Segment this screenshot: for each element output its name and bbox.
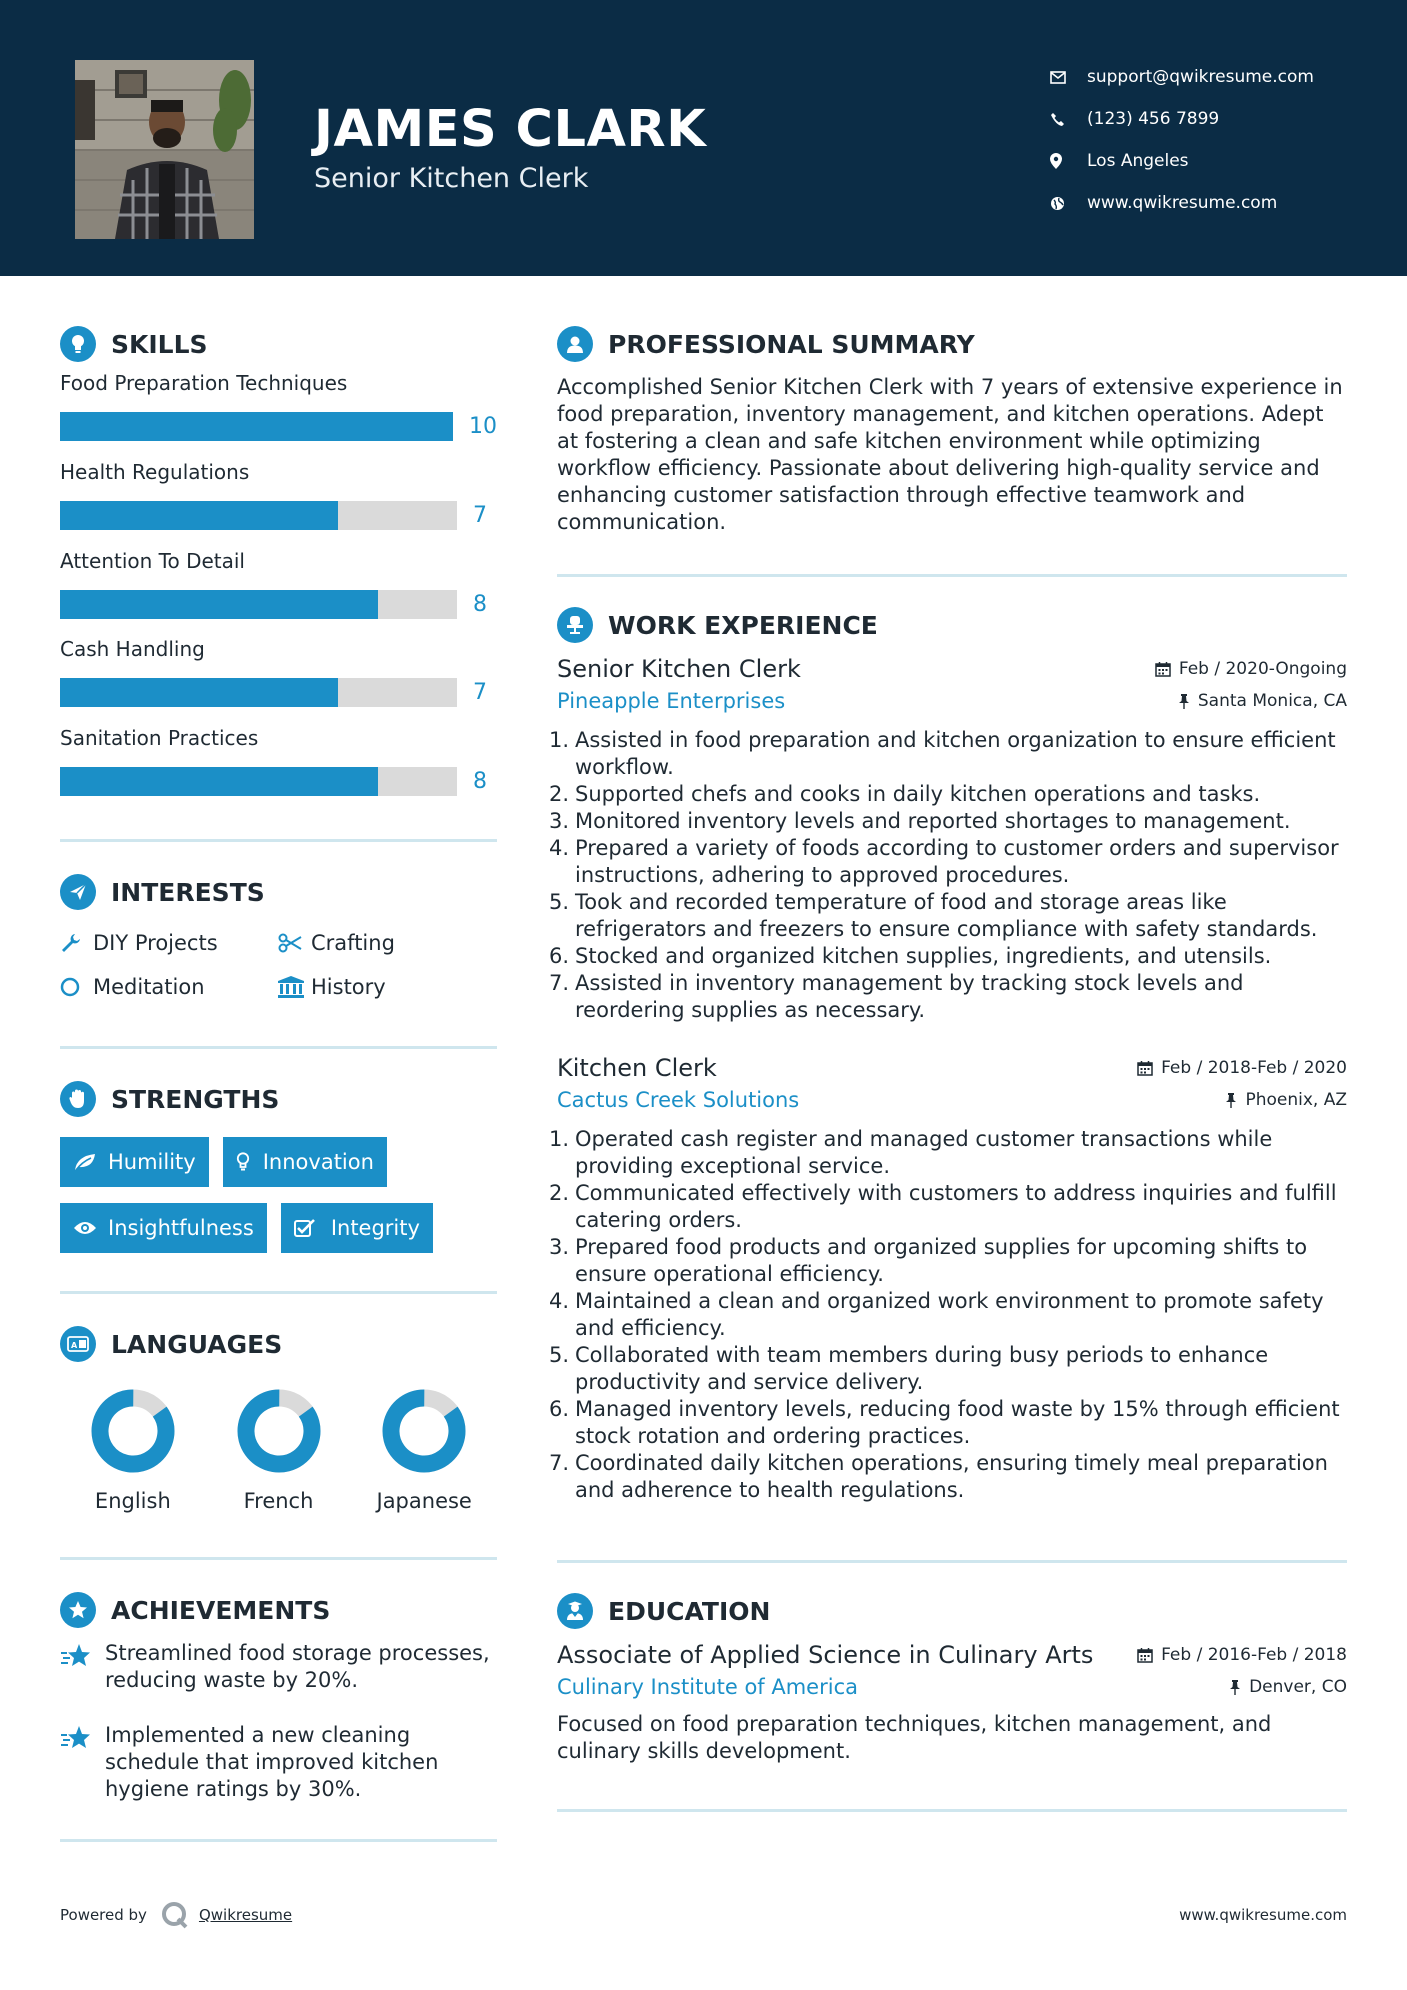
star-icon	[60, 1722, 105, 1803]
page-footer	[60, 1898, 1347, 1932]
interest-label: DIY Projects	[93, 931, 218, 955]
language-item	[60, 1386, 206, 1513]
education-subheader	[557, 1675, 1347, 1699]
job-bullet-text: Assisted in food preparation and kitchen organization to ensure efficient workflow.	[575, 728, 1336, 779]
job-subheader	[557, 1088, 1347, 1112]
brand-link[interactable]: Qwikresume	[198, 1906, 293, 1924]
briefcase-chair-icon	[557, 607, 593, 643]
contact-email[interactable]	[1050, 56, 1380, 98]
strength-tag	[281, 1203, 433, 1253]
achievement-text: Implemented a new cleaning schedule that improved kitchen hygiene ratings by 30%.	[105, 1723, 439, 1801]
language-item	[351, 1386, 497, 1513]
profile-photo-graphic	[75, 60, 254, 239]
strength-label: Integrity	[330, 1216, 420, 1240]
language-item	[206, 1386, 352, 1513]
language-donut	[88, 1386, 178, 1476]
scissors-icon	[278, 933, 311, 953]
skill-name: Sanitation Practices	[60, 726, 259, 750]
job-bullet: 7. Assisted in inventory management by tracking stock levels and reordering supplies as necessary.	[557, 970, 1347, 1024]
job-bullet-text: Assisted in inventory management by tracking stock levels and reordering supplies as necessary.	[575, 971, 1244, 1022]
skill-value: 10	[469, 413, 497, 439]
experience-heading	[557, 605, 1347, 645]
star-badge-icon	[60, 1592, 96, 1628]
skill-item	[60, 368, 497, 454]
summary-title: PROFESSIONAL SUMMARY	[608, 329, 975, 359]
section-divider	[60, 1046, 497, 1049]
job-date-text: Feb / 2020-Ongoing	[1178, 659, 1347, 679]
job-header	[557, 655, 1347, 683]
map-pin-icon	[1050, 153, 1087, 169]
education-location-text: Denver, CO	[1249, 1677, 1347, 1697]
languages-heading	[60, 1324, 497, 1364]
job-bullet: 5. Took and recorded temperature of food and storage areas like refrigerators and freezers to ensure compliance with safety standards.	[557, 889, 1347, 943]
skill-bar-fill	[60, 501, 338, 530]
experience-title: WORK EXPERIENCE	[608, 610, 878, 640]
section-divider	[557, 1560, 1347, 1563]
education-location	[1229, 1677, 1347, 1697]
job-bullet: 3. Monitored inventory levels and reported shortages to management.	[557, 808, 1347, 835]
wrench-icon	[60, 932, 93, 954]
skill-bar-row	[60, 576, 497, 632]
job-header	[557, 1054, 1347, 1082]
strength-tag	[223, 1137, 387, 1187]
section-divider	[60, 839, 497, 842]
language-donut	[234, 1386, 324, 1476]
left-column	[60, 276, 497, 1842]
company-name: Pineapple Enterprises	[557, 689, 786, 713]
education-section	[557, 1591, 1347, 1765]
language-donut	[379, 1386, 469, 1476]
skills-heading	[60, 324, 497, 364]
skill-bar-row	[60, 398, 497, 454]
interests-heading	[60, 872, 497, 912]
qwikresume-logo-icon	[161, 1901, 189, 1929]
strengths-section	[60, 1079, 497, 1253]
interest-label: History	[311, 975, 386, 999]
candidate-name: JAMES CLARK	[314, 100, 707, 159]
strength-label: Insightfulness	[108, 1216, 254, 1240]
profile-photo	[75, 60, 254, 239]
skill-bar-row	[60, 664, 497, 720]
job-bullet-text: Prepared a variety of foods according to customer orders and supervisor instructions, adhering to approved procedures.	[575, 836, 1339, 887]
language-donut-arc	[234, 1386, 324, 1476]
language-label: French	[243, 1489, 314, 1513]
skill-value: 7	[473, 679, 487, 705]
powered-by-label: Powered by	[60, 1906, 147, 1924]
job-bullets	[549, 727, 1347, 1024]
lightbulb-icon	[60, 326, 96, 362]
eye-icon	[73, 1220, 108, 1236]
contact-location	[1050, 140, 1380, 182]
education-date-text: Feb / 2016-Feb / 2018	[1161, 1645, 1347, 1665]
education-entry	[557, 1641, 1347, 1765]
interest-item	[60, 972, 278, 1002]
interests-grid	[60, 928, 497, 1002]
education-description: Focused on food preparation techniques, kitchen management, and culinary skills development.	[557, 1712, 1272, 1763]
hand-icon	[60, 1081, 96, 1117]
job-entry	[549, 1054, 1347, 1504]
skill-item	[60, 723, 497, 809]
achievements-heading	[60, 1590, 497, 1630]
contact-email-text: support@qwikresume.com	[1087, 67, 1314, 87]
section-divider	[60, 1557, 497, 1560]
leaf-icon	[73, 1152, 108, 1172]
job-bullet-text: Monitored inventory levels and reported shortages to management.	[575, 809, 1291, 833]
job-bullet-text: Stocked and organized kitchen supplies, ingredients, and utensils.	[575, 944, 1272, 968]
strength-tag	[60, 1203, 267, 1253]
language-donut-arc	[88, 1386, 178, 1476]
job-title: Senior Kitchen Clerk	[557, 655, 801, 683]
job-bullet: 2. Communicated effectively with customers to address inquiries and fulfill catering orders.	[557, 1180, 1347, 1234]
job-subheader	[557, 689, 1347, 713]
interests-title: INTERESTS	[111, 877, 265, 907]
skill-bar-track	[60, 767, 457, 796]
job-bullet-text: Maintained a clean and organized work environment to promote safety and efficiency.	[575, 1289, 1324, 1340]
job-bullet: 1. Operated cash register and managed customer transactions while providing exceptional service.	[557, 1126, 1347, 1180]
job-location-text: Santa Monica, CA	[1197, 691, 1347, 711]
achievements-title: ACHIEVEMENTS	[111, 1595, 331, 1625]
interest-label: Crafting	[311, 931, 395, 955]
candidate-role: Senior Kitchen Clerk	[314, 163, 589, 194]
job-bullet: 1. Assisted in food preparation and kitchen organization to ensure efficient workflow.	[557, 727, 1347, 781]
skill-value: 8	[473, 768, 487, 794]
skill-bar-track	[60, 412, 453, 441]
skill-bar-fill	[60, 590, 378, 619]
paper-plane-icon	[60, 874, 96, 910]
section-divider	[60, 1291, 497, 1294]
contact-list	[1050, 56, 1380, 224]
skill-bar-track	[60, 501, 457, 530]
contact-phone[interactable]	[1050, 98, 1380, 140]
calendar-icon	[1137, 1647, 1153, 1663]
job-bullet: 3. Prepared food products and organized supplies for upcoming shifts to ensure operational efficiency.	[557, 1234, 1347, 1288]
summary-section	[557, 324, 1347, 536]
job-location-text: Phoenix, AZ	[1245, 1090, 1347, 1110]
language-donut-arc	[379, 1386, 469, 1476]
skill-item	[60, 457, 497, 543]
job-location	[1225, 1090, 1347, 1110]
strengths-heading	[60, 1079, 497, 1119]
pin-icon	[1229, 1680, 1241, 1695]
skill-name: Attention To Detail	[60, 549, 245, 573]
skills-title: SKILLS	[111, 329, 208, 359]
check-square-icon	[294, 1218, 331, 1238]
calendar-icon	[1137, 1060, 1153, 1076]
strength-label: Humility	[108, 1150, 196, 1174]
interest-item	[278, 928, 478, 958]
job-date-text: Feb / 2018-Feb / 2020	[1161, 1058, 1347, 1078]
star-icon	[60, 1640, 105, 1694]
skill-bar-row	[60, 753, 497, 809]
summary-heading	[557, 324, 1347, 364]
language-label: English	[94, 1489, 171, 1513]
contact-website[interactable]	[1050, 182, 1380, 224]
education-date	[1137, 1645, 1347, 1665]
skills-list	[60, 368, 497, 809]
job-bullet-text: Operated cash register and managed customer transactions while providing exceptional service.	[575, 1127, 1273, 1178]
contact-website-text: www.qwikresume.com	[1087, 193, 1278, 213]
skill-value: 8	[473, 591, 487, 617]
job-bullet: 7. Coordinated daily kitchen operations, ensuring timely meal preparation and adherence to health regulations.	[557, 1450, 1347, 1504]
job-bullet: 4. Maintained a clean and organized work environment to promote safety and efficiency.	[557, 1288, 1347, 1342]
strengths-title: STRENGTHS	[111, 1084, 280, 1114]
education-header	[557, 1641, 1347, 1669]
skill-bar-track	[60, 678, 457, 707]
powered-by	[60, 1901, 292, 1929]
job-bullet-text: Coordinated daily kitchen operations, ensuring timely meal preparation and adherence to health regulations.	[575, 1451, 1328, 1502]
job-date	[1137, 1058, 1347, 1078]
skill-bar-fill	[60, 678, 338, 707]
achievements-section	[60, 1590, 497, 1803]
contact-location-text: Los Angeles	[1087, 151, 1189, 171]
right-column	[549, 276, 1347, 1812]
language-label: Japanese	[376, 1489, 472, 1513]
languages-title: LANGUAGES	[111, 1329, 283, 1359]
job-title: Kitchen Clerk	[557, 1054, 717, 1082]
graduate-icon	[557, 1593, 593, 1629]
section-divider	[60, 1839, 497, 1842]
envelope-icon	[1050, 71, 1087, 84]
job-bullet: 4. Prepared a variety of foods according to customer orders and supervisor instructions, adhering to approved procedures.	[557, 835, 1347, 889]
skill-name: Cash Handling	[60, 637, 205, 661]
job-date	[1155, 659, 1347, 679]
achievement-item	[60, 1722, 497, 1803]
strength-tags	[60, 1137, 480, 1253]
achievement-item	[60, 1640, 497, 1694]
job-bullet: 6. Managed inventory levels, reducing food waste by 15% through efficient stock rotation and ordering practices.	[557, 1396, 1347, 1450]
job-location	[1178, 691, 1347, 711]
language-list	[60, 1386, 497, 1513]
job-bullet: 6. Stocked and organized kitchen supplies, ingredients, and utensils.	[557, 943, 1347, 970]
user-icon	[557, 326, 593, 362]
calendar-icon	[1155, 661, 1171, 677]
interest-item	[278, 972, 478, 1002]
strength-tag	[60, 1137, 209, 1187]
pin-icon	[1225, 1093, 1237, 1108]
job-bullet-text: Collaborated with team members during busy periods to enhance productivity and service delivery.	[575, 1343, 1269, 1394]
resume-header	[0, 0, 1407, 276]
interest-label: Meditation	[93, 975, 205, 999]
lightbulb-icon	[236, 1152, 263, 1172]
skills-section	[60, 324, 497, 809]
education-title: EDUCATION	[608, 1596, 771, 1626]
achievement-text: Streamlined food storage processes, reducing waste by 20%.	[105, 1641, 490, 1692]
job-entry	[549, 655, 1347, 1024]
job-bullet: 2. Supported chefs and cooks in daily kitchen operations and tasks.	[557, 781, 1347, 808]
job-bullet-text: Prepared food products and organized supplies for upcoming shifts to ensure operational efficiency.	[575, 1235, 1308, 1286]
strength-label: Innovation	[262, 1150, 374, 1174]
pin-icon	[1178, 694, 1190, 709]
phone-icon	[1050, 112, 1087, 127]
skill-bar-fill	[60, 767, 378, 796]
circle-icon	[60, 977, 93, 997]
job-bullets	[549, 1126, 1347, 1504]
interest-item	[60, 928, 278, 958]
globe-icon	[1050, 196, 1087, 211]
job-bullet: 5. Collaborated with team members during busy periods to enhance productivity and service delivery.	[557, 1342, 1347, 1396]
company-name: Cactus Creek Solutions	[557, 1088, 800, 1112]
section-divider	[557, 574, 1347, 577]
languages-section	[60, 1324, 497, 1513]
skill-value: 7	[473, 502, 487, 528]
skill-name: Health Regulations	[60, 460, 250, 484]
job-bullet-text: Supported chefs and cooks in daily kitchen operations and tasks.	[575, 782, 1261, 806]
skill-bar-track	[60, 590, 457, 619]
section-divider	[557, 1809, 1347, 1812]
bank-icon	[278, 976, 311, 998]
skill-name: Food Preparation Techniques	[60, 371, 348, 395]
degree-title: Associate of Applied Science in Culinary Arts	[557, 1641, 1094, 1669]
job-bullet-text: Communicated effectively with customers to address inquiries and fulfill catering orders.	[575, 1181, 1337, 1232]
skill-item	[60, 634, 497, 720]
summary-text: Accomplished Senior Kitchen Clerk with 7 years of extensive experience in food preparation, inventory management, and kitchen operations. Adept at fostering a clean and safe kitchen environment while optimizing workflow efficiency. Passionate about delivering high-quality service and enhancing customer satisfaction through effective teamwork and communication.	[557, 375, 1343, 534]
skill-item	[60, 546, 497, 632]
school-name: Culinary Institute of America	[557, 1675, 858, 1699]
job-bullet-text: Took and recorded temperature of food and storage areas like refrigerators and freezers to ensure compliance with safety standards.	[575, 890, 1318, 941]
skill-bar-fill	[60, 412, 453, 441]
education-heading	[557, 1591, 1347, 1631]
svg-text:A: A	[71, 1341, 78, 1350]
job-bullet-text: Managed inventory levels, reducing food waste by 15% through efficient stock rotation and ordering practices.	[575, 1397, 1340, 1448]
interests-section	[60, 872, 497, 1002]
footer-website[interactable]: www.qwikresume.com	[1179, 1906, 1347, 1924]
skill-bar-row	[60, 487, 497, 543]
language-card-icon	[60, 1326, 96, 1362]
contact-phone-text: (123) 456 7899	[1087, 109, 1220, 129]
experience-section	[549, 605, 1347, 1504]
